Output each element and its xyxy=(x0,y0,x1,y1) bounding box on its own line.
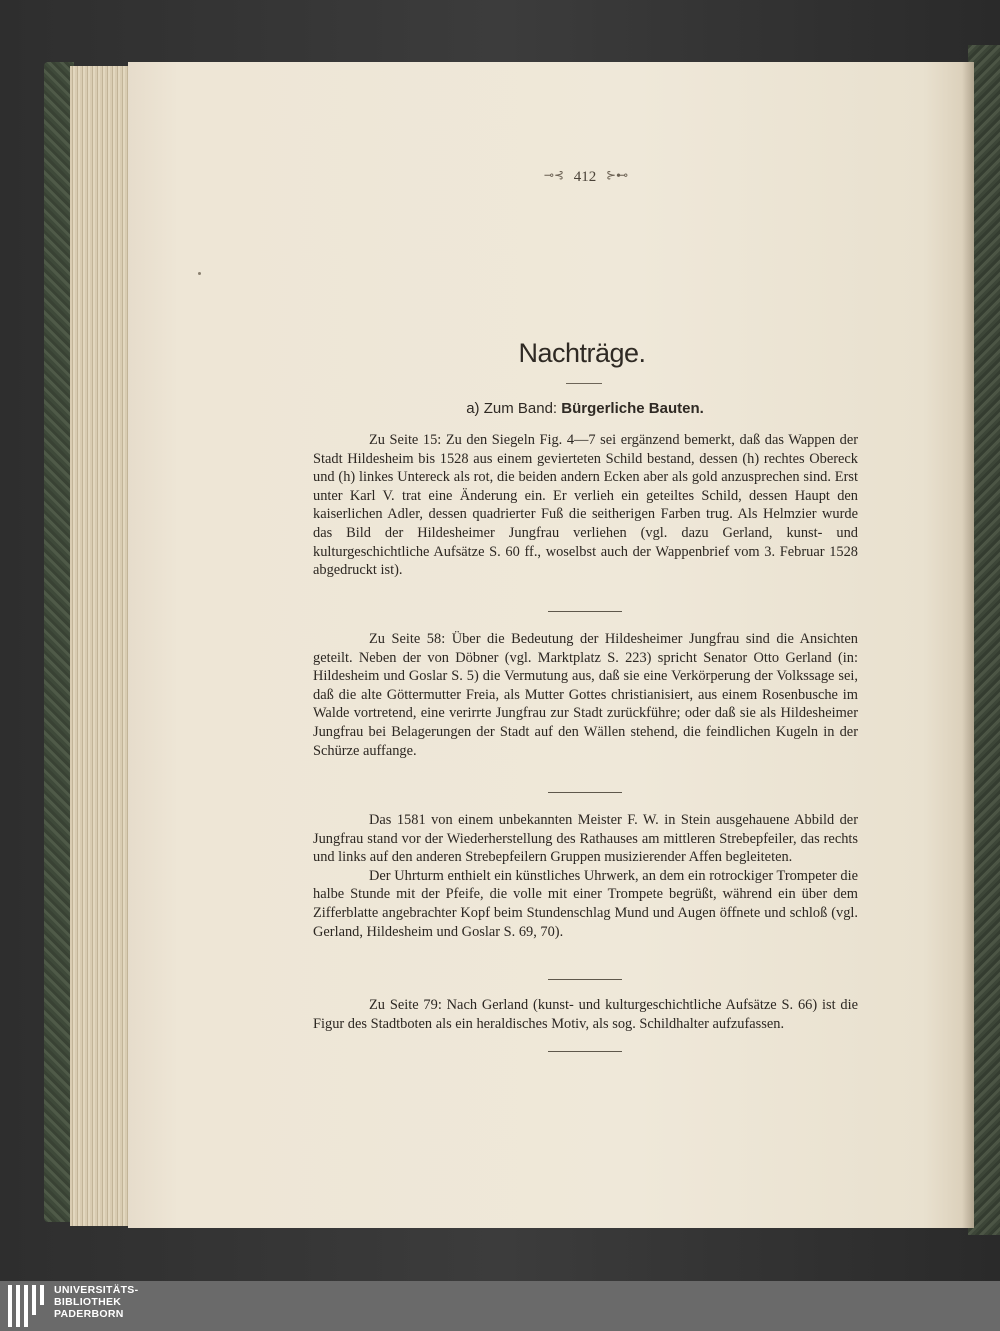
paragraph-block-2 xyxy=(313,630,858,760)
ornament-right-icon: ⊱⊷ xyxy=(606,168,629,182)
section-heading-title: Bürgerliche Bauten. xyxy=(561,400,704,417)
paper-speck xyxy=(198,272,201,275)
paragraph-block-4 xyxy=(313,996,858,1033)
divider-2 xyxy=(548,792,622,793)
paragraph-seite-15: Zu Seite 15: Zu den Siegeln Fig. 4—7 sei ergänzend bemerkt, daß das Wappen der Stadt Hildesheim bis 1528 aus einem gevierteten Schild bestand, dessen (h) rechtes Obereck und (h) linkes Untereck als rot, die beiden andern Ecken aber als gold anzusprechen sind. Erst unter Karl V. trat eine Änderung ein. Er verlieh ein geteiltes Schild, dessen Haupt den kaiserlichen Adler, dessen quadrierter Fuß die seitherigen Farben trug. Als Helmzier wurde das Bild der Hildesheimer Jungfrau verliehen (vgl. dazu Gerland, kunst- und kulturgeschichtliche Aufsätze S. 60 ff., woselbst auch der Wappenbrief vom 3. Februar 1528 abgedruckt ist). xyxy=(313,432,858,579)
section-heading xyxy=(300,400,870,417)
page-stack xyxy=(70,66,132,1226)
divider-4 xyxy=(548,1051,622,1052)
paragraph-block-1 xyxy=(313,431,858,580)
library-logo-text xyxy=(54,1284,138,1320)
divider-3 xyxy=(548,979,622,980)
paragraph-seite-79: Zu Seite 79: Nach Gerland (kunst- und kulturgeschichtliche Aufsätze S. 66) ist die Figur des Stadtboten als ein heraldisches Motiv, als sog. Schildhalter aufzufassen. xyxy=(313,997,858,1032)
page-gutter-shadow xyxy=(962,62,974,1228)
paragraph-block-3 xyxy=(313,811,858,941)
divider-1 xyxy=(548,611,622,612)
page-header xyxy=(530,168,642,190)
page-number: 412 xyxy=(573,169,597,185)
page-title: Nachträge. xyxy=(518,338,646,368)
logo-line-3: PADERBORN xyxy=(54,1308,124,1320)
library-logo-icon xyxy=(8,1285,48,1327)
library-footer-bar xyxy=(0,1281,1000,1331)
logo-line-2: BIBLIOTHEK xyxy=(54,1296,122,1308)
title-divider xyxy=(566,383,602,384)
section-heading-prefix: a) Zum Band: xyxy=(466,400,558,417)
logo-line-1: UNIVERSITÄTS- xyxy=(54,1284,139,1296)
paragraph-jungfrau-abbild: Das 1581 von einem unbekannten Meister F. W. in Stein ausgehauene Abbild der Jungfrau stand vor der Wiederherstellung des Rathauses am mittleren Strebepfeiler, das rechts und links auf den anderen Strebepfeilern Gruppen musizierender Affen begleiteten. xyxy=(313,812,858,866)
paragraph-uhrturm: Der Uhrturm enthielt ein künstliches Uhrwerk, an dem ein rotrockiger Trompeter die halbe Stunde mit der Pfeife, die volle mit einer Trompete begrüßt, während ein über dem Zifferblatte angebrachter Kopf beim Stundenschlag Mund und Augen öffnete und schloß (vgl. Gerland, Hildesheim und Goslar S. 69, 70). xyxy=(313,867,858,940)
paragraph-seite-58: Zu Seite 58: Über die Bedeutung der Hildesheimer Jungfrau sind die Ansichten geteilt. Neben der von Döbner (vgl. Marktplatz S. 223) spricht Senator Otto Gerland (in: Hildesheim und Goslar S. 5) die Vermutung aus, daß sie eine Verkörperung der Volkssage sei, daß die alte Göttermutter Freia, als Mutter Gottes christianisiert, aus einem Rosenbusche im Walde vortretend, eine verirrte Jungfrau zur Stadt zurückführe; oder daß sie als Hildesheimer Jungfrau bei Belagerungen der Stadt auf den Wällen stehend, die feindlichen Kugeln in der Schürze auffange. xyxy=(313,631,858,759)
ornament-left-icon: ⊸⊰ xyxy=(543,168,565,182)
